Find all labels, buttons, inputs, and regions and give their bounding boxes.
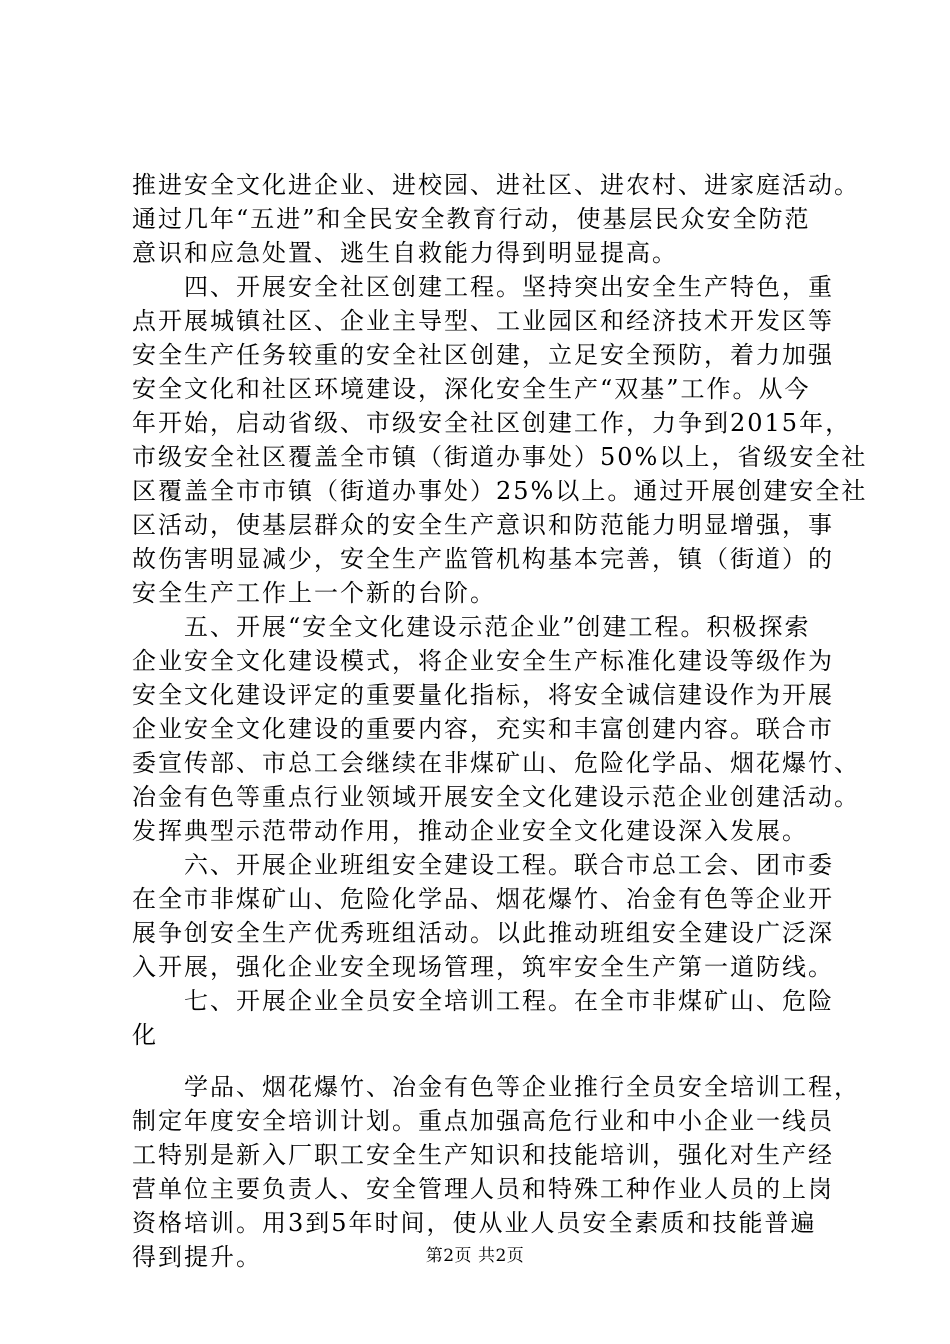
text-line: 化	[132, 1021, 158, 1049]
page-footer	[0, 1244, 950, 1268]
paragraph-gap	[132, 1052, 832, 1070]
text-line: 安全文化和社区环境建设，深化安全生产“双基”工作。从今	[132, 375, 811, 403]
text-line: 工特别是新入厂职工安全生产知识和技能培训，强化对生产经	[132, 1141, 834, 1169]
text-line: 冶金有色等重点行业领域开展安全文化建设示范企业创建活动。	[132, 783, 860, 811]
text-line: 故伤害明显减少，安全生产监管机构基本完善，镇（街道）的	[132, 545, 834, 573]
text-line: 企业安全文化建设的重要内容，充实和丰富创建内容。联合市	[132, 715, 834, 743]
text-line: 四、开展安全社区创建工程。坚持突出安全生产特色，重	[132, 273, 834, 301]
document-body	[132, 168, 868, 1274]
text-line: 七、开展企业全员安全培训工程。在全市非煤矿山、危险	[132, 987, 834, 1015]
text-line: 安全生产任务较重的安全社区创建，立足安全预防，着力加强	[132, 341, 834, 369]
page-number-label: 第2页 共2页	[425, 1246, 525, 1266]
text-line: 市级安全社区覆盖全市镇（街道办事处）50%以上，省级安全社	[132, 443, 868, 471]
text-line: 入开展，强化企业安全现场管理，筑牢安全生产第一道防线。	[132, 953, 834, 981]
text-line: 安全生产工作上一个新的台阶。	[132, 579, 496, 607]
text-line: 在全市非煤矿山、危险化学品、烟花爆竹、冶金有色等企业开	[132, 885, 834, 913]
text-line: 通过几年“五进”和全民安全教育行动，使基层民众安全防范	[132, 205, 811, 233]
text-line: 六、开展企业班组安全建设工程。联合市总工会、团市委	[132, 851, 834, 879]
text-line: 营单位主要负责人、安全管理人员和特殊工种作业人员的上岗	[132, 1175, 834, 1203]
text-line: 制定年度安全培训计划。重点加强高危行业和中小企业一线员	[132, 1107, 834, 1135]
text-line: 得到提升。	[132, 1243, 262, 1271]
text-line: 点开展城镇社区、企业主导型、工业园区和经济技术开发区等	[132, 307, 834, 335]
text-line: 意识和应急处置、逃生自救能力得到明显提高。	[132, 239, 678, 267]
text-line: 区活动，使基层群众的安全生产意识和防范能力明显增强，事	[132, 511, 834, 539]
text-line: 推进安全文化进企业、进校园、进社区、进农村、进家庭活动。	[132, 171, 860, 199]
text-line: 五、开展“安全文化建设示范企业”创建工程。积极探索	[132, 613, 811, 641]
text-line: 展争创安全生产优秀班组活动。以此推动班组安全建设广泛深	[132, 919, 834, 947]
text-line: 委宣传部、市总工会继续在非煤矿山、危险化学品、烟花爆竹、	[132, 749, 860, 777]
text-line: 学品、烟花爆竹、冶金有色等企业推行全员安全培训工程，	[132, 1073, 860, 1101]
text-line: 安全文化建设评定的重要量化指标，将安全诚信建设作为开展	[132, 681, 834, 709]
text-line: 发挥典型示范带动作用，推动企业安全文化建设深入发展。	[132, 817, 808, 845]
text-line: 年开始，启动省级、市级安全社区创建工作，力争到2015年，	[132, 409, 852, 437]
text-line: 区覆盖全市市镇（街道办事处）25%以上。通过开展创建安全社	[132, 477, 868, 505]
text-line: 企业安全文化建设模式，将企业安全生产标准化建设等级作为	[132, 647, 834, 675]
text-line: 资格培训。用3到5年时间，使从业人员安全素质和技能普遍	[132, 1209, 817, 1237]
